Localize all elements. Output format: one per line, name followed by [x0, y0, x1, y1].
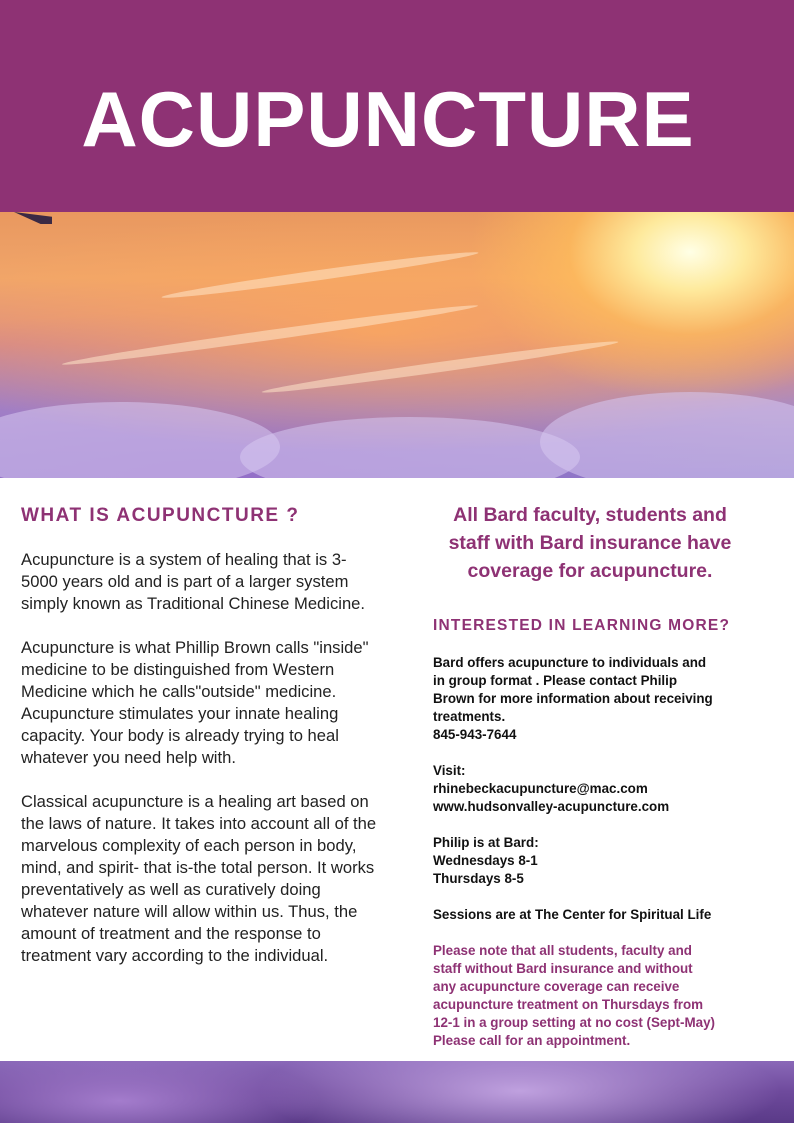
contact-info	[433, 654, 763, 1050]
classical-acupuncture-paragraph: Classical acupuncture is a healing art based on the laws of nature. It takes into account all of the marvelous complexity of each person in body, mind, and spirit- that is-the total person. It works preventatively as well as curatively doing whatever nature will allow within us. Thus, the amount of treatment and the response to treatment vary according to the individual.	[21, 792, 377, 965]
what-is-heading: WHAT IS ACUPUNCTURE ?	[21, 505, 300, 526]
note-line: any acupuncture coverage can receive	[433, 979, 680, 994]
cloud-shape	[540, 392, 794, 478]
sessions-location: Sessions are at The Center for Spiritual Life	[433, 907, 712, 922]
offer-line: in group format . Please contact Philip	[433, 673, 678, 688]
schedule-day: Thursdays 8-5	[433, 871, 524, 886]
page-title: ACUPUNCTURE	[81, 75, 695, 163]
offer-line: Brown for more information about receiving	[433, 691, 713, 706]
note-line: acupuncture treatment on Thursdays from	[433, 997, 704, 1012]
note-line: Please note that all students, faculty and	[433, 943, 692, 958]
cloud-shape	[240, 417, 580, 478]
footer-cloud-photo	[0, 1061, 794, 1123]
left-column	[21, 503, 383, 989]
light-streak	[261, 337, 619, 397]
header-band	[0, 0, 794, 212]
note-line: 12-1 in a group setting at no cost (Sept-May)	[433, 1015, 715, 1030]
light-streak	[161, 248, 479, 302]
website-link[interactable]: www.hudsonvalley-acupuncture.com	[433, 799, 670, 814]
inside-medicine-paragraph: Acupuncture is what Phillip Brown calls "inside" medicine to be distinguished from Western Medicine which he calls"outside" medicine. Acupuncture stimulates your innate healing capacity. Your body is already trying to heal whatever you need help with.	[21, 638, 369, 767]
light-streak	[61, 301, 478, 369]
note-line: staff without Bard insurance and without	[433, 961, 693, 976]
cloud-shape	[0, 402, 280, 478]
offer-line: treatments.	[433, 709, 506, 724]
visit-label: Visit:	[433, 763, 466, 778]
intro-paragraph: Acupuncture is a system of healing that is 3-5000 years old and is part of a larger system simply known as Traditional Chinese Medicine.	[21, 550, 366, 613]
note-line: Please call for an appointment.	[433, 1033, 631, 1048]
email-link[interactable]: rhinebeckacupuncture@mac.com	[433, 781, 648, 796]
learn-more-heading: INTERESTED IN LEARNING MORE?	[433, 617, 731, 634]
sunset-cloud-photo	[0, 212, 794, 478]
coverage-callout: All Bard faculty, students and staff with Bard insurance have coverage for acupuncture.	[448, 504, 732, 582]
schedule-day: Wednesdays 8-1	[433, 853, 538, 868]
offer-line: Bard offers acupuncture to individuals and	[433, 655, 707, 670]
schedule-label: Philip is at Bard:	[433, 835, 539, 850]
phone-number[interactable]: 845-943-7644	[433, 727, 517, 742]
